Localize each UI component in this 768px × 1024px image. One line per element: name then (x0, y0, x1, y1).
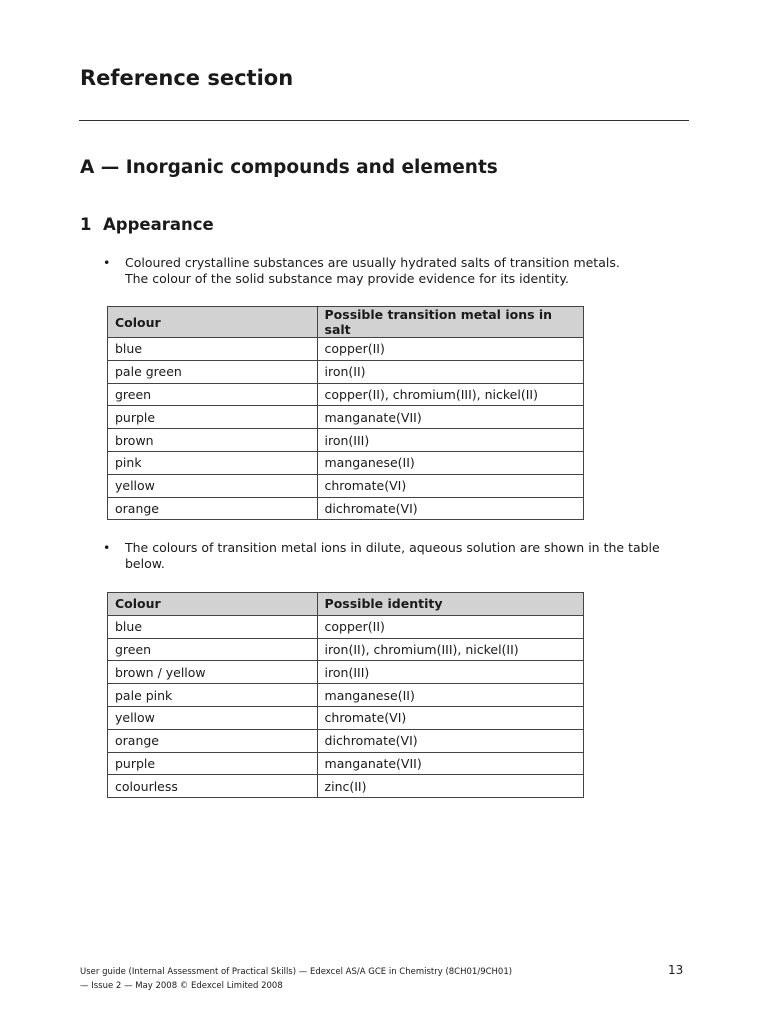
table-row (108, 661, 584, 684)
colour-cell: pale pink (108, 684, 318, 707)
bullet-item (103, 255, 693, 287)
bullet-line: The colours of transition metal ions in dilute, aqueous solution are shown in the table (125, 540, 660, 555)
colour-cell: orange (108, 497, 318, 520)
table-row (108, 338, 584, 361)
identity-cell: copper(II) (317, 615, 583, 638)
colour-cell: green (108, 383, 318, 406)
colour-cell: brown (108, 429, 318, 452)
colour-cell: purple (108, 752, 318, 775)
identity-cell: iron(II), chromium(III), nickel(II) (317, 638, 583, 661)
table-row (108, 406, 584, 429)
colour-cell: blue (108, 615, 318, 638)
table-row (108, 775, 584, 798)
subsection-number: 1 (80, 215, 92, 234)
table-row (108, 752, 584, 775)
colour-cell: pink (108, 451, 318, 474)
table-header-row (108, 593, 584, 616)
table-row (108, 684, 584, 707)
identity-cell: chromate(VI) (317, 474, 584, 497)
table-row (108, 383, 584, 406)
identity-cell: manganese(II) (317, 684, 583, 707)
colour-cell: yellow (108, 706, 318, 729)
table-row (108, 729, 584, 752)
bullet-line: below. (125, 556, 165, 571)
table-row (108, 706, 584, 729)
column-header: Possible transition metal ions in salt (317, 307, 584, 338)
solution-colour-table (107, 592, 584, 798)
section-heading: A — Inorganic compounds and elements (80, 157, 498, 178)
table-row (108, 451, 584, 474)
identity-cell: dichromate(VI) (317, 729, 583, 752)
identity-cell: copper(II) (317, 338, 584, 361)
footer-line: — Issue 2 — May 2008 © Edexcel Limited 2008 (80, 981, 283, 991)
identity-cell: manganate(VII) (317, 752, 583, 775)
identity-cell: iron(II) (317, 360, 584, 383)
page-number: 13 (668, 963, 684, 977)
page-title: Reference section (80, 66, 294, 90)
subsection-title: Appearance (103, 215, 214, 234)
table-row (108, 638, 584, 661)
bullet-item (103, 540, 693, 572)
bullet-symbol: • (103, 255, 111, 270)
column-header: Colour (108, 307, 318, 338)
table-row (108, 429, 584, 452)
identity-cell: zinc(II) (317, 775, 583, 798)
colour-cell: green (108, 638, 318, 661)
subsection-heading (80, 215, 214, 234)
identity-cell: manganese(II) (317, 451, 584, 474)
colour-cell: colourless (108, 775, 318, 798)
bullet-line: The colour of the solid substance may provide evidence for its identity. (125, 271, 569, 286)
colour-cell: orange (108, 729, 318, 752)
title-divider (79, 120, 689, 121)
identity-cell: iron(III) (317, 661, 583, 684)
colour-cell: purple (108, 406, 318, 429)
bullet-line: Coloured crystalline substances are usually hydrated salts of transition metals. (125, 255, 620, 270)
table-row (108, 615, 584, 638)
identity-cell: dichromate(VI) (317, 497, 584, 520)
colour-cell: blue (108, 338, 318, 361)
identity-cell: iron(III) (317, 429, 584, 452)
solid-colour-table (107, 306, 584, 520)
table-header-row (108, 307, 584, 338)
column-header: Colour (108, 593, 318, 616)
colour-cell: pale green (108, 360, 318, 383)
table-row (108, 474, 584, 497)
colour-cell: brown / yellow (108, 661, 318, 684)
identity-cell: chromate(VI) (317, 706, 583, 729)
table-row (108, 497, 584, 520)
colour-cell: yellow (108, 474, 318, 497)
column-header: Possible identity (317, 593, 583, 616)
bullet-symbol: • (103, 540, 111, 555)
identity-cell: manganate(VII) (317, 406, 584, 429)
identity-cell: copper(II), chromium(III), nickel(II) (317, 383, 584, 406)
table-row (108, 360, 584, 383)
footer-line: User guide (Internal Assessment of Practical Skills) — Edexcel AS/A GCE in Chemistry (8CH01/9CH01) (80, 967, 513, 977)
footer (80, 965, 512, 993)
